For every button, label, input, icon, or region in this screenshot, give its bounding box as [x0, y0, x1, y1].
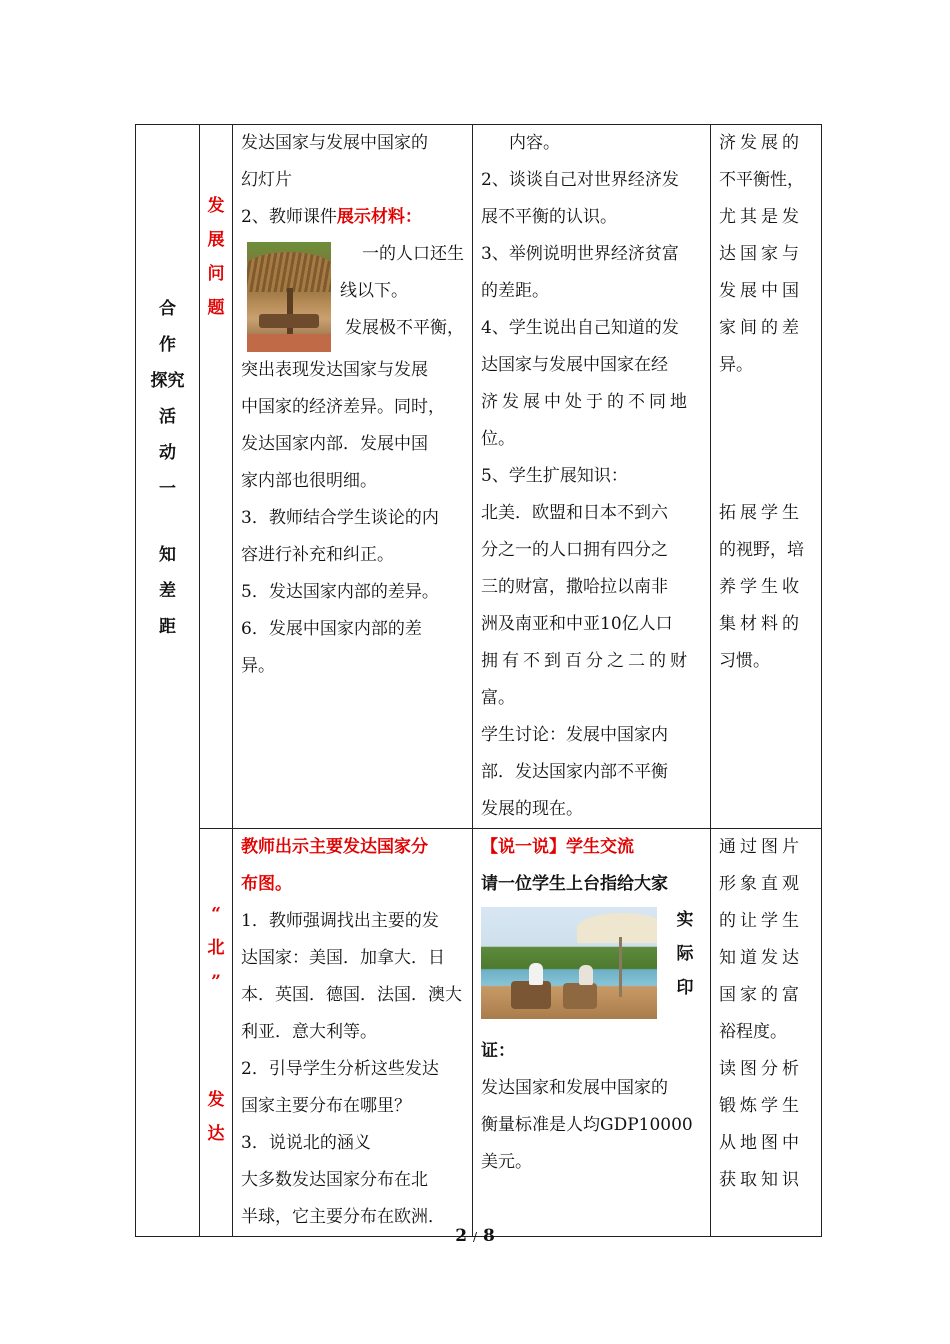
text-line: 1．教师强调找出主要的发 — [241, 911, 439, 931]
text-line: 裕程度。 — [719, 1022, 787, 1042]
subheading-char: 北 — [207, 938, 225, 958]
poolside-photo — [481, 907, 657, 1019]
text-line: 锻炼学生 — [719, 1096, 803, 1116]
text-line — [241, 199, 464, 236]
text-line: 读图分析 — [719, 1059, 803, 1079]
text-line: 形象直观 — [719, 874, 803, 894]
text-line: 发达国家和发展中国家的 — [481, 1078, 668, 1098]
section-line: 距 — [159, 617, 188, 637]
text-line: 拥有不到百分之二的财 — [481, 651, 691, 671]
page-number — [0, 1226, 950, 1246]
text-line: 发展中国 — [719, 281, 803, 301]
text-line: 一的人口还生 — [362, 244, 464, 264]
text-line: 北美．欧盟和日本不到六 — [481, 503, 668, 523]
text-line: 不平衡性， — [719, 170, 804, 190]
section-line: 一 — [159, 479, 188, 499]
subheading-char: 发 — [207, 1090, 225, 1110]
design-intent-cell — [711, 125, 822, 829]
vertical-char: 实 — [676, 910, 694, 930]
text-line: 展不平衡的认识。 — [481, 207, 617, 227]
text-line: 达国家：美国．加拿大．日 — [241, 948, 445, 968]
text-line: 国家主要分布在哪里？ — [241, 1096, 411, 1116]
text-line: 容进行补充和纠正。 — [241, 545, 394, 565]
text-line: 济发展的 — [719, 133, 803, 153]
vertical-char: 印 — [676, 978, 694, 998]
subheading-cell — [200, 829, 233, 1237]
teacher-activity-cell — [233, 829, 473, 1237]
section-label-cell — [136, 125, 200, 1237]
text-line: 2、谈谈自己对世界经济发 — [481, 170, 679, 190]
text-line: 养学生收 — [719, 577, 803, 597]
text-line: 发展极不平衡， — [345, 318, 464, 338]
text-line: 知道发达 — [719, 948, 803, 968]
design-intent-cell — [711, 829, 822, 1237]
text-line: 通过图片 — [719, 837, 803, 857]
table-row — [136, 829, 822, 1237]
text-line: 3、举例说明世界经济贫富 — [481, 244, 679, 264]
section-line: 合作 — [159, 299, 188, 355]
text-line: 中国家的经济差异。同时， — [241, 397, 445, 417]
text-line: 尤其是发 — [719, 207, 803, 227]
text-line: 异。 — [241, 656, 275, 676]
subheading-char: 展 — [207, 230, 225, 250]
text-line: 富。 — [481, 688, 515, 708]
subheading-char: 发 — [207, 196, 225, 216]
highlight-text: 展示材料： — [336, 207, 422, 227]
subheading-char: 问 — [207, 264, 225, 284]
student-activity-cell — [473, 829, 711, 1237]
text-line: 达国家与 — [719, 244, 803, 264]
text-line: 的让学生 — [719, 911, 803, 931]
student-activity-cell — [473, 125, 711, 829]
text-line: 幻灯片 — [241, 170, 292, 190]
text-line: 衡量标准是人均GDP10000 — [481, 1115, 693, 1135]
text-line: 布图。 — [241, 874, 292, 894]
text-line: 美元。 — [481, 1152, 532, 1172]
vertical-text — [674, 903, 696, 1005]
text-line: 证： — [481, 1041, 515, 1061]
text-line: 部．发达国家内部不平衡 — [481, 762, 668, 782]
text-line: 大多数发达国家分布在北 — [241, 1170, 428, 1190]
text-line: 发展的现在。 — [481, 799, 583, 819]
text-line: 习惯。 — [719, 651, 770, 671]
text-line: 从地图中 — [719, 1133, 803, 1153]
text-line: 获取知识 — [719, 1170, 803, 1190]
text-line: 济发展中处于的不同地 — [481, 392, 691, 412]
vertical-char: 际 — [676, 944, 694, 964]
text-line: 4、学生说出自己知道的发 — [481, 318, 679, 338]
text-line: 3．说说北的涵义 — [241, 1133, 371, 1153]
text-line: 利亚．意大利等。 — [241, 1022, 377, 1042]
text-line: 本．英国．德国．法国．澳大 — [241, 985, 462, 1005]
teacher-activity-cell — [233, 125, 473, 829]
text-line: 教师出示主要发达国家分 — [241, 837, 428, 857]
text-line: 的视野，培 — [719, 540, 804, 560]
text-line: 集材料的 — [719, 614, 803, 634]
text-line: 达国家与发展中国家在经 — [481, 355, 668, 375]
text-line: 半球，它主要分布在欧洲． — [241, 1207, 445, 1227]
subheading-char: ” — [211, 972, 221, 992]
section-line: 知差 — [159, 545, 188, 601]
page-separator: / — [472, 1230, 478, 1244]
text-line: 位。 — [481, 429, 515, 449]
text-line: 拓展学生 — [719, 503, 803, 523]
text-line: 请一位学生上台指给大家 — [481, 874, 668, 894]
hut-photo — [247, 242, 331, 352]
text-line: 洲及南亚和中亚10亿人口 — [481, 614, 673, 634]
text-line: 异。 — [719, 355, 753, 375]
subheading-char: 题 — [207, 298, 225, 318]
text-line: 发达国家与发展中国家的 — [241, 133, 428, 153]
text-line: 3．教师结合学生谈论的内 — [241, 508, 439, 528]
lesson-plan-table — [135, 124, 822, 1237]
subheading-cell — [200, 125, 233, 829]
page-total: 8 — [482, 1226, 495, 1246]
page-current: 2 — [455, 1226, 468, 1246]
text-line: 的差距。 — [481, 281, 549, 301]
text-line: 发达国家内部．发展中国 — [241, 434, 428, 454]
text-line: 5、学生扩展知识： — [481, 466, 628, 486]
text-line: 家间的差 — [719, 318, 803, 338]
text-line: 家内部也很明细。 — [241, 471, 377, 491]
text-line: 学生讨论：发展中国家内 — [481, 725, 668, 745]
text-line: 分之一的人口拥有四分之 — [481, 540, 668, 560]
section-line: 活动 — [159, 407, 188, 463]
text-line: 【说一说】学生交流 — [481, 837, 634, 857]
table-row — [136, 125, 822, 829]
text-span: 2、教师课件 — [241, 207, 337, 227]
text-line: 6．发展中国家内部的差 — [241, 619, 422, 639]
text-line: 突出表现发达国家与发展 — [241, 360, 428, 380]
section-line: 探究 — [150, 371, 185, 391]
subheading-char: 达 — [207, 1124, 225, 1144]
text-line: 内容。 — [509, 133, 560, 153]
text-line: 5．发达国家内部的差异。 — [241, 582, 439, 602]
text-line: 三的财富，撒哈拉以南非 — [481, 577, 668, 597]
subheading-char: “ — [211, 904, 221, 924]
text-line: 线以下。 — [340, 281, 408, 301]
text-line: 国家的富 — [719, 985, 803, 1005]
text-line: 2．引导学生分析这些发达 — [241, 1059, 439, 1079]
